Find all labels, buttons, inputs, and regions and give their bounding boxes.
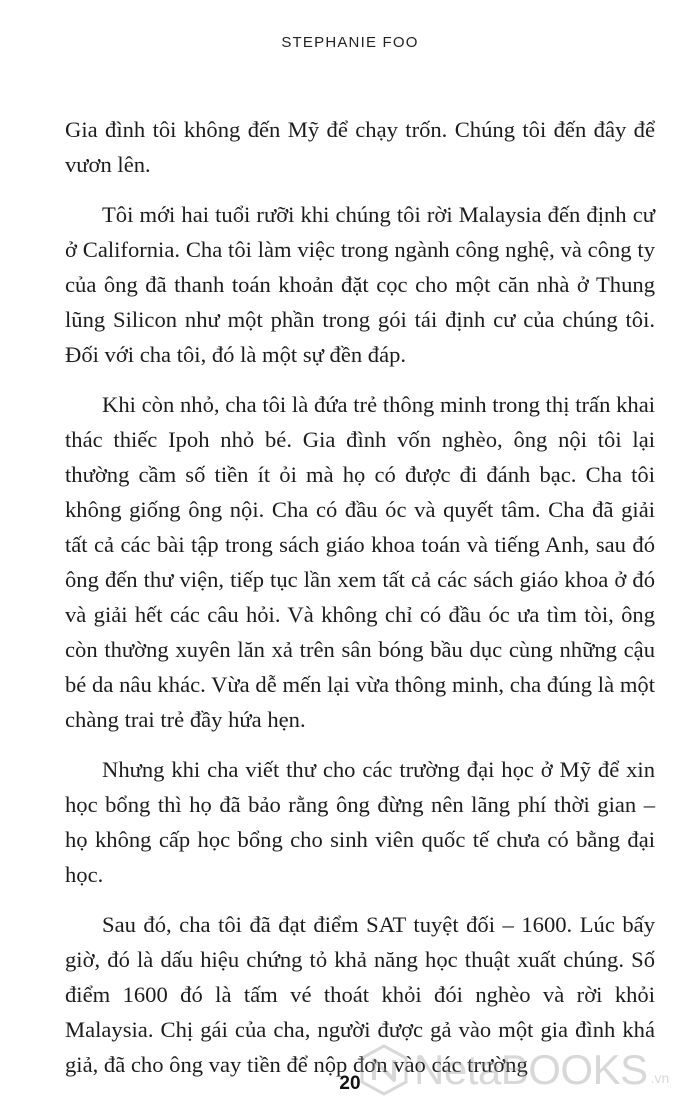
paragraph-4: Nhưng khi cha viết thư cho các trường đại học ở Mỹ để xin học bổng thì họ đã bảo rằng ông đừng nên lãng phí thời gian – họ không cấp học bổng cho sinh viên quốc tế chưa có bằng đại học. — [65, 757, 655, 887]
body-text — [65, 112, 655, 1082]
watermark-suffix: .vn — [650, 1070, 670, 1086]
watermark-brand: NetaBOOKS — [414, 1046, 648, 1093]
paragraph-2: Tôi mới hai tuổi rưỡi khi chúng tôi rời Malaysia đến định cư ở California. Cha tôi làm việc trong ngành công nghệ, và công ty của ông đã thanh toán khoản đặt cọc cho một căn nhà ở Thung lũng Silicon như một phần trong gói tái định cư của chúng tôi. Đối với cha tôi, đó là một sự đền đáp. — [65, 202, 655, 367]
paragraph-1: Gia đình tôi không đến Mỹ để chạy trốn. Chúng tôi đến đây để vươn lên. — [65, 117, 655, 177]
paragraph-5: Sau đó, cha tôi đã đạt điểm SAT tuyệt đối – 1600. Lúc bấy giờ, đó là dấu hiệu chứng tỏ khả năng học thuật xuất chúng. Số điểm 1600 đó là tấm vé thoát khỏi đói nghèo và rời khỏi Malaysia. Chị gái của cha, người được gả vào một gia đình khá giả, đã cho ông vay tiền để nộp đơn vào các trường — [65, 912, 655, 1077]
header-author: STEPHANIE FOO — [281, 34, 419, 51]
running-header — [0, 34, 700, 51]
paragraph-3: Khi còn nhỏ, cha tôi là đứa trẻ thông minh trong thị trấn khai thác thiếc Ipoh nhỏ bé. Gia đình vốn nghèo, ông nội tôi lại thường cầm số tiền ít ỏi mà họ có được đi đánh bạc. Cha tôi không giống ông nội. Cha có đầu óc và quyết tâm. Cha đã giải tất cả các bài tập trong sách giáo khoa toán và tiếng Anh, sau đó ông đến thư viện, tiếp tục lần xem tất cả các sách giáo khoa ở đó và giải hết các câu hỏi. Và không chỉ có đầu óc ưa tìm tòi, ông còn thường xuyên lăn xả trên sân bóng bầu dục cùng những cậu bé da nâu khác. Vừa dễ mến lại vừa thông minh, cha đúng là một chàng trai trẻ đầy hứa hẹn. — [65, 392, 655, 732]
page-number: 20 — [339, 1073, 361, 1094]
